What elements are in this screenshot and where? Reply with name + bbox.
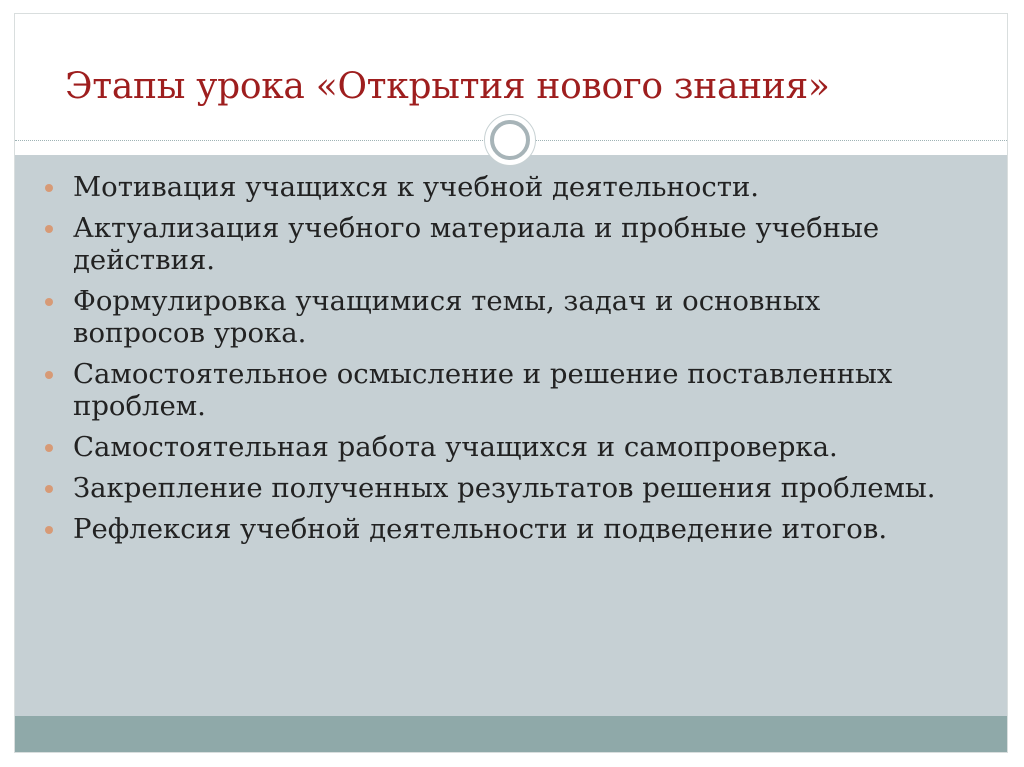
bullet-item: [15, 212, 1007, 276]
bullet-dot-icon: [45, 225, 53, 233]
bullet-text: Закрепление полученных результатов решения проблемы.: [73, 472, 936, 504]
bullet-text: Рефлексия учебной деятельности и подведение итогов.: [73, 513, 888, 545]
footer-bar: [15, 716, 1007, 752]
bullet-item: [15, 513, 1007, 545]
bullet-item: [15, 285, 1007, 349]
bullet-text: Мотивация учащихся к учебной деятельности.: [73, 171, 760, 203]
bullet-dot-icon: [45, 298, 53, 306]
bullet-text: Самостоятельная работа учащихся и самопроверка.: [73, 431, 838, 463]
bullet-item: [15, 358, 1007, 422]
bullet-dot-icon: [45, 444, 53, 452]
slide-title: Этапы урока «Открытия нового знания»: [65, 66, 830, 107]
content-panel: [15, 155, 1007, 716]
bullet-item: [15, 472, 1007, 504]
bullet-dot-icon: [45, 485, 53, 493]
bullet-dot-icon: [45, 371, 53, 379]
bullet-text: Самостоятельное осмысление и решение поставленных проблем.: [73, 358, 893, 422]
ornament-ring: [490, 120, 530, 160]
bullet-list: [15, 171, 1007, 554]
circle-ornament-icon: [484, 114, 536, 166]
bullet-dot-icon: [45, 184, 53, 192]
bullet-item: [15, 171, 1007, 203]
bullet-text: Актуализация учебного материала и пробные учебные действия.: [73, 212, 880, 276]
bullet-item: [15, 431, 1007, 463]
bullet-dot-icon: [45, 526, 53, 534]
bullet-text: Формулировка учащимися темы, задач и основных вопросов урока.: [73, 285, 821, 349]
